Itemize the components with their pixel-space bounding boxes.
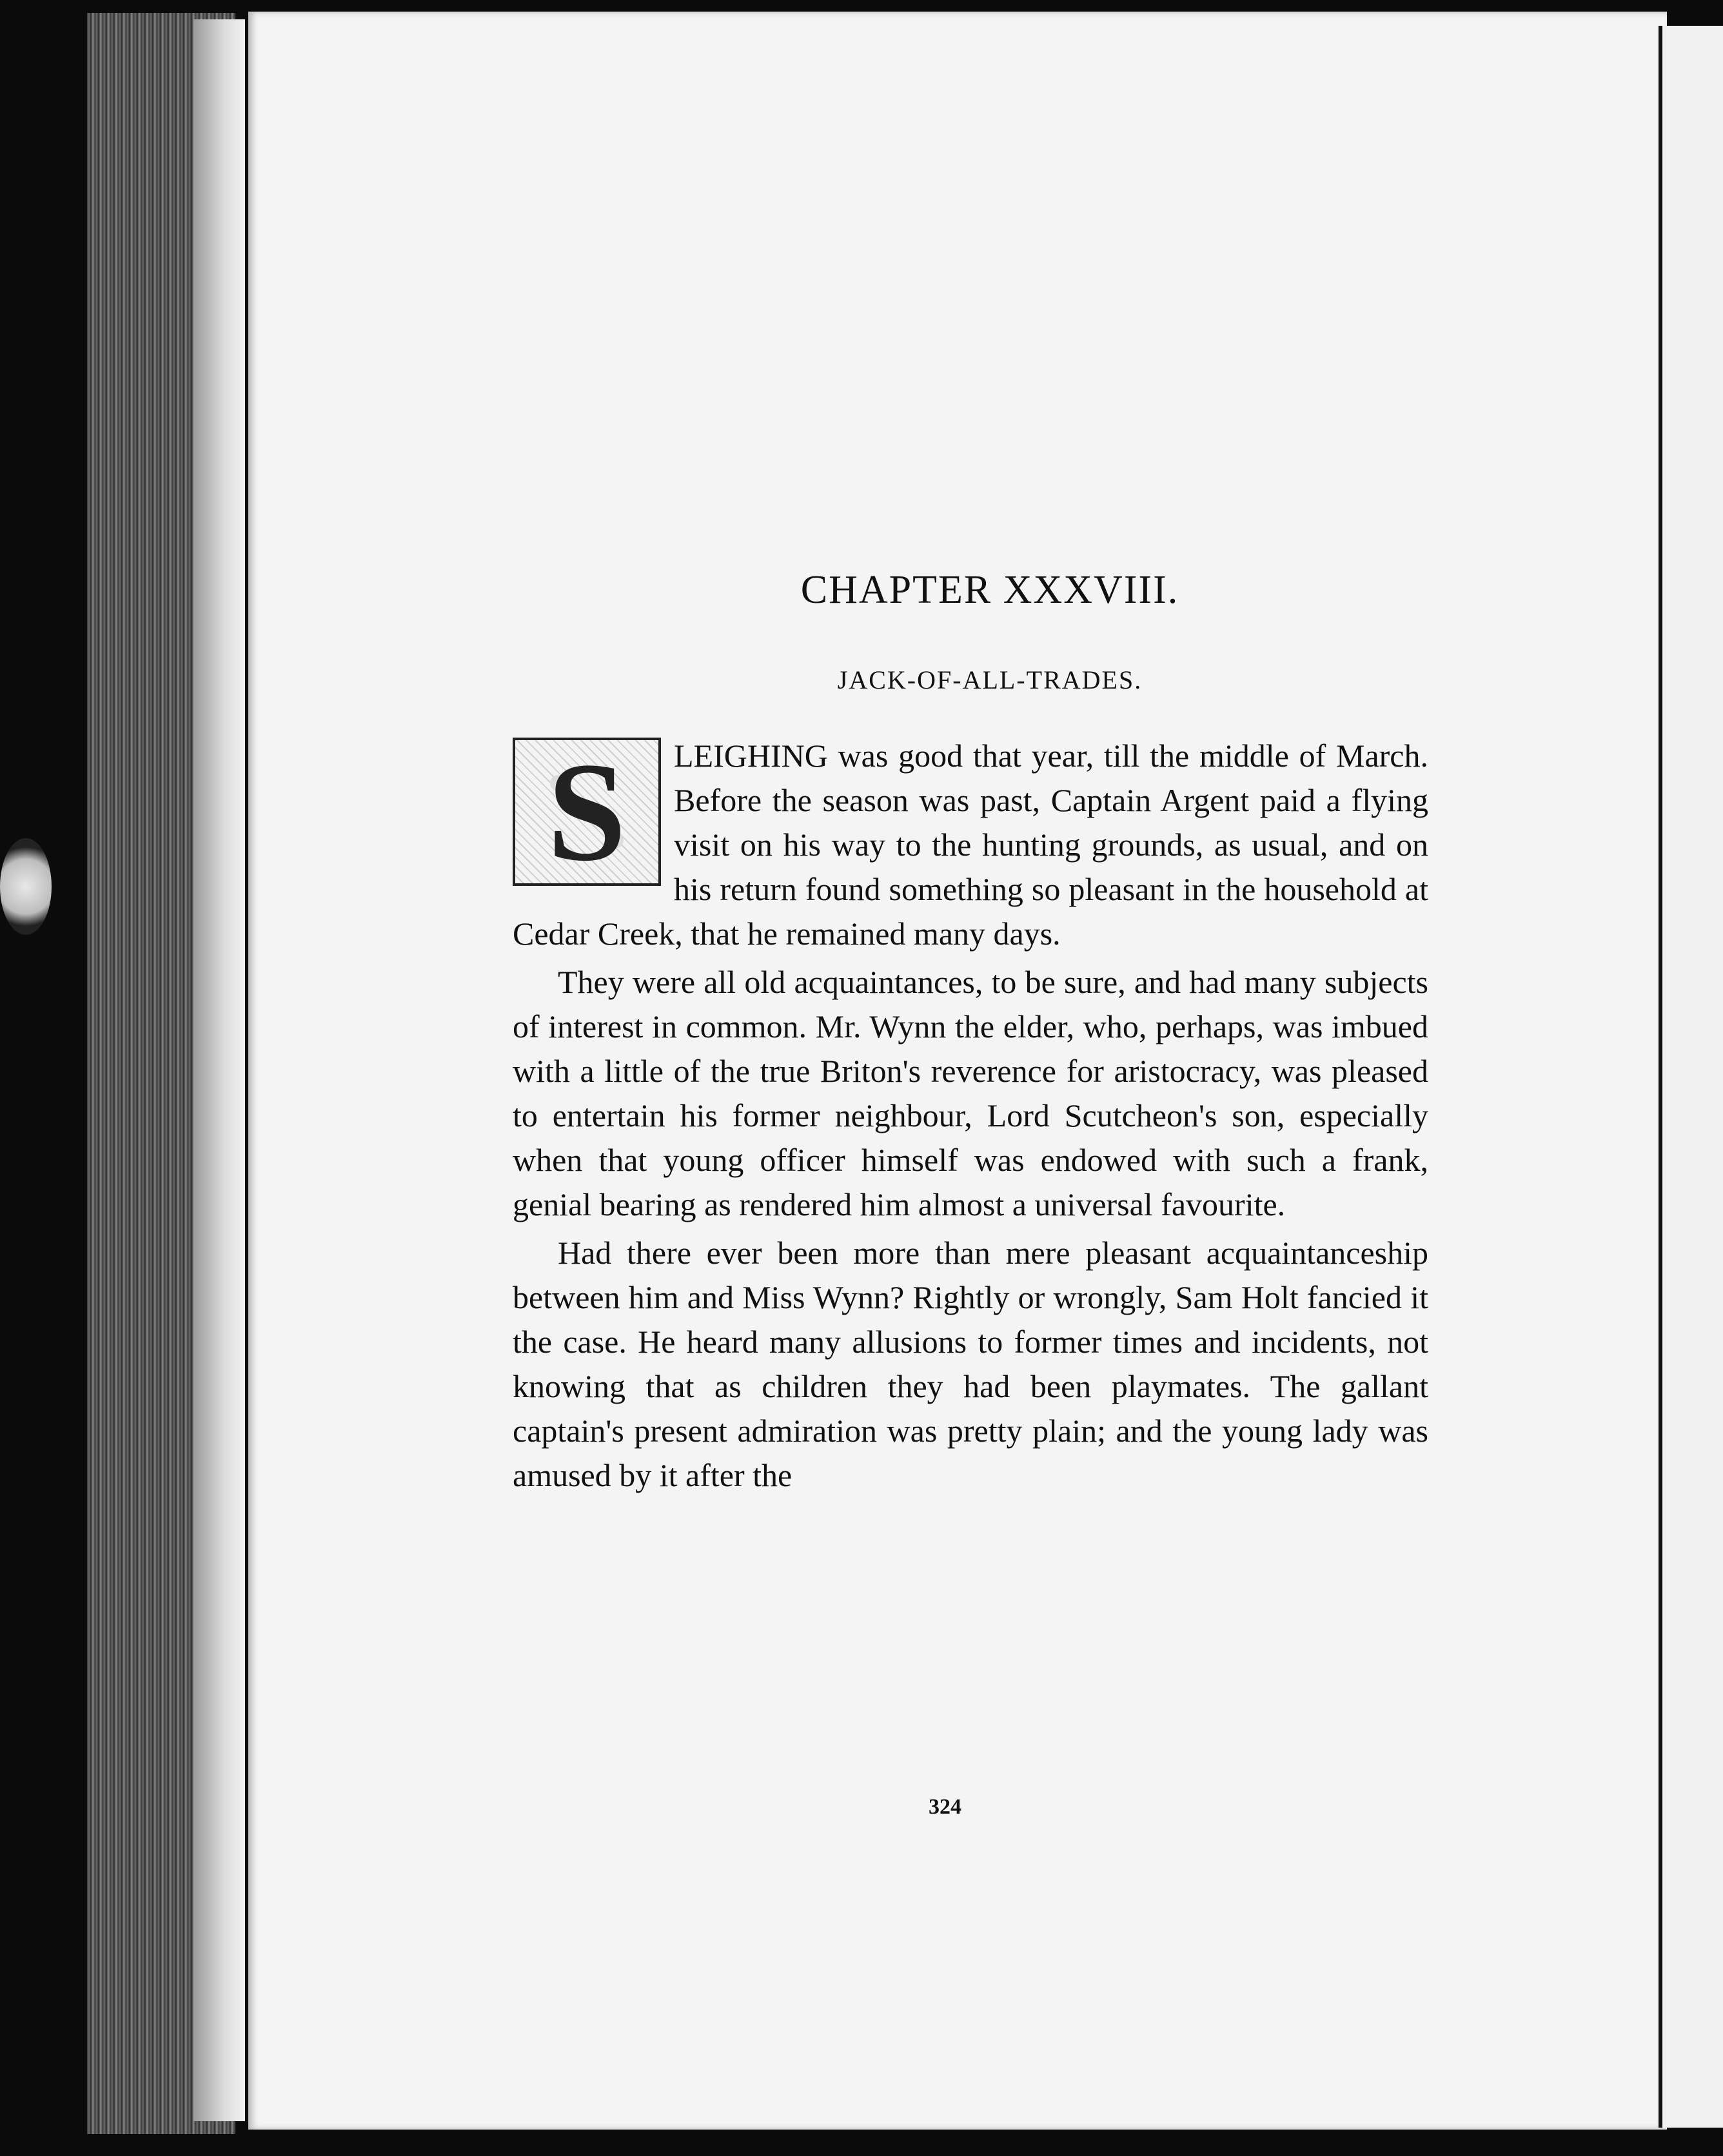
chapter-subtitle: JACK-OF-ALL-TRADES. [837,665,1143,694]
paragraph-3: Had there ever been more than mere pleasant acquaintanceship between him and Miss Wynn? Rightly or wrongly, Sam Holt fancied it the case. He heard many allusions to former times and incidents, not knowing that as children they had been playmates. The gallant captain's present admiration was pretty plain; and the young lady was amused by it after the [513,1235,1428,1493]
chapter-title: CHAPTER XXXVIII. [800,568,1179,612]
next-page-edge [1659,26,1723,2128]
paragraph-2: They were all old acquaintances, to be sure, and had many subjects of interest in common. Mr. Wynn the elder, who, perhaps, was imbued with a little of the true Briton's reverence for aristocracy, was pleased to entertain his former neighbour, Lord Scutcheon's son, especially when that young officer himself was endowed with such a frank, genial bearing as rendered him almost a universal favourite. [513,964,1428,1222]
scan-blot [0,838,52,935]
page-edge [193,19,245,2121]
page-text-block [513,567,1428,1498]
paragraph-1-text: LEIGHING was good that year, till the middle of March. Before the season was past, Captain Argent paid a flying visit on his way to the hunting grounds, as usual, and on his return found something so pleasant in the household at Cedar Creek, that he remained many days. [513,738,1428,952]
paragraph-1 [513,734,1428,956]
page-number: 324 [929,1795,961,1819]
ornamental-drop-cap: S [513,738,661,886]
